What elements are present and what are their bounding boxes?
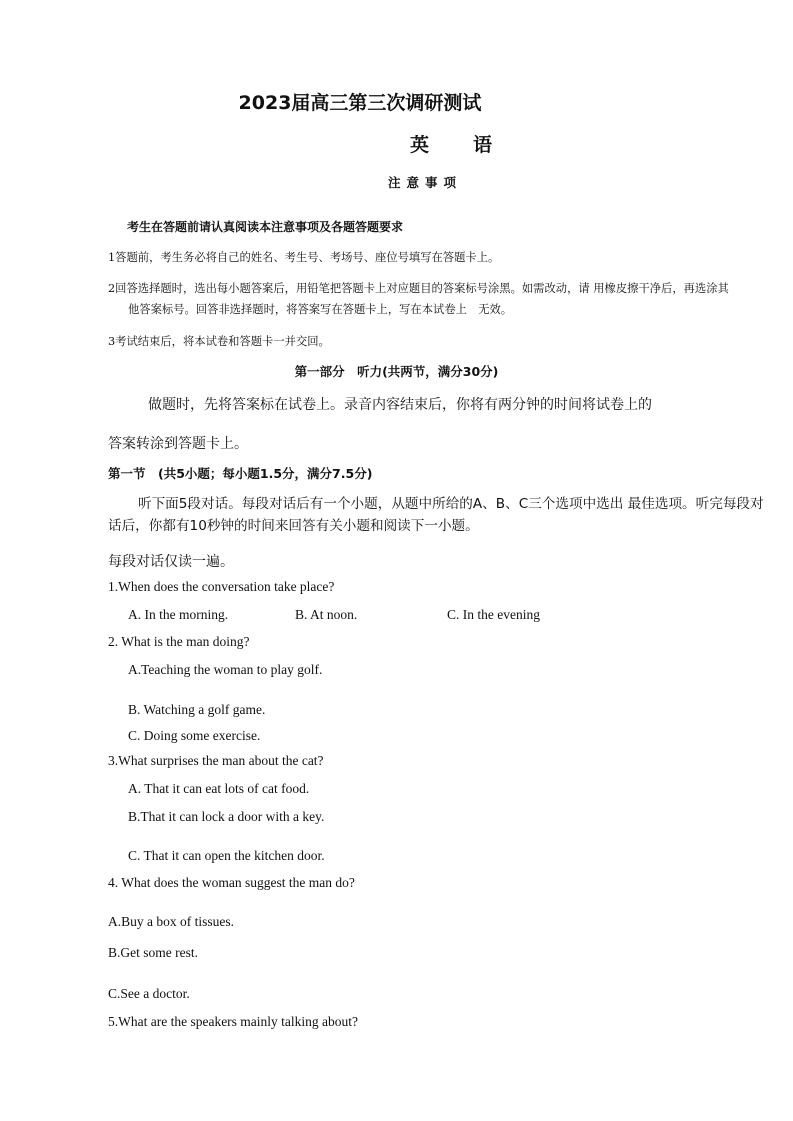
notice-heading: 注意事项 xyxy=(388,175,463,190)
question-2-stem: 2. What is the man doing? xyxy=(108,634,250,649)
question-1-option-c: C. In the evening xyxy=(447,607,540,622)
subject-title: 英语 xyxy=(410,134,537,156)
question-3-option-c: C. That it can open the kitchen door. xyxy=(128,848,325,863)
notice-item-1: 1答题前，考生务必将自己的姓名、考生号、考场号、座位号填写在答题卡上。 xyxy=(108,251,500,264)
section1-heading: 第一节 (共5小题；每小题1.5分，满分7.5分) xyxy=(108,466,373,481)
question-4-option-a: A.Buy a box of tissues. xyxy=(108,914,234,929)
question-5-stem: 5.What are the speakers mainly talking about? xyxy=(108,1014,359,1029)
part1-instruction-line-2: 答案转涂到答题卡上。 xyxy=(108,436,248,452)
question-2-option-a: A.Teaching the woman to play golf. xyxy=(128,662,323,677)
question-4-stem: 4. What does the woman suggest the man do? xyxy=(108,875,355,890)
question-2-option-b: B. Watching a golf game. xyxy=(128,702,266,717)
notice-item-2-line-1: 2回答选择题时，选出每小题答案后，用铅笔把答题卡上对应题目的答案标号涂黑。如需改动，请 用橡皮擦干净后，再选涂其 xyxy=(108,282,729,295)
question-4-option-c: C.See a doctor. xyxy=(108,986,190,1001)
question-2-option-c: C. Doing some exercise. xyxy=(128,728,261,743)
section1-instruction: 听下面5段对话。每段对话后有一个小题，从题中所给的A、B、C三个选项中选出 最佳选项。听完每段对话后，你都有10秒钟的时间来回答有关小题和阅读下一小题。 xyxy=(108,496,764,534)
question-1-option-a: A. In the morning. xyxy=(128,607,229,622)
question-4-option-b: B.Get some rest. xyxy=(108,945,198,960)
notice-item-2-line-2: 他答案标号。回答非选择题时，将答案写在答题卡上，写在本试卷上 无效。 xyxy=(128,303,513,316)
exam-title: 2023届高三第三次调研测试 xyxy=(238,92,482,114)
notice-intro: 考生在答题前请认真阅读本注意事项及各题答题要求 xyxy=(127,220,404,234)
question-1-stem: 1.When does the conversation take place? xyxy=(108,579,335,594)
notice-item-2 xyxy=(108,278,768,320)
question-1-option-b: B. At noon. xyxy=(295,607,358,622)
part1-heading: 第一部分 听力(共两节，满分30分) xyxy=(294,364,499,379)
section1-play-once: 每段对话仅读一遍。 xyxy=(108,554,234,570)
question-3-option-b: B.That it can lock a door with a key. xyxy=(128,809,325,824)
part1-instruction-line-1: 做题时，先将答案标在试卷上。录音内容结束后，你将有两分钟的时间将试卷上的 xyxy=(148,397,652,413)
notice-item-3: 3考试结束后，将本试卷和答题卡一并交回。 xyxy=(108,335,330,348)
question-3-stem: 3.What surprises the man about the cat? xyxy=(108,753,324,768)
question-3-option-a: A. That it can eat lots of cat food. xyxy=(128,781,310,796)
